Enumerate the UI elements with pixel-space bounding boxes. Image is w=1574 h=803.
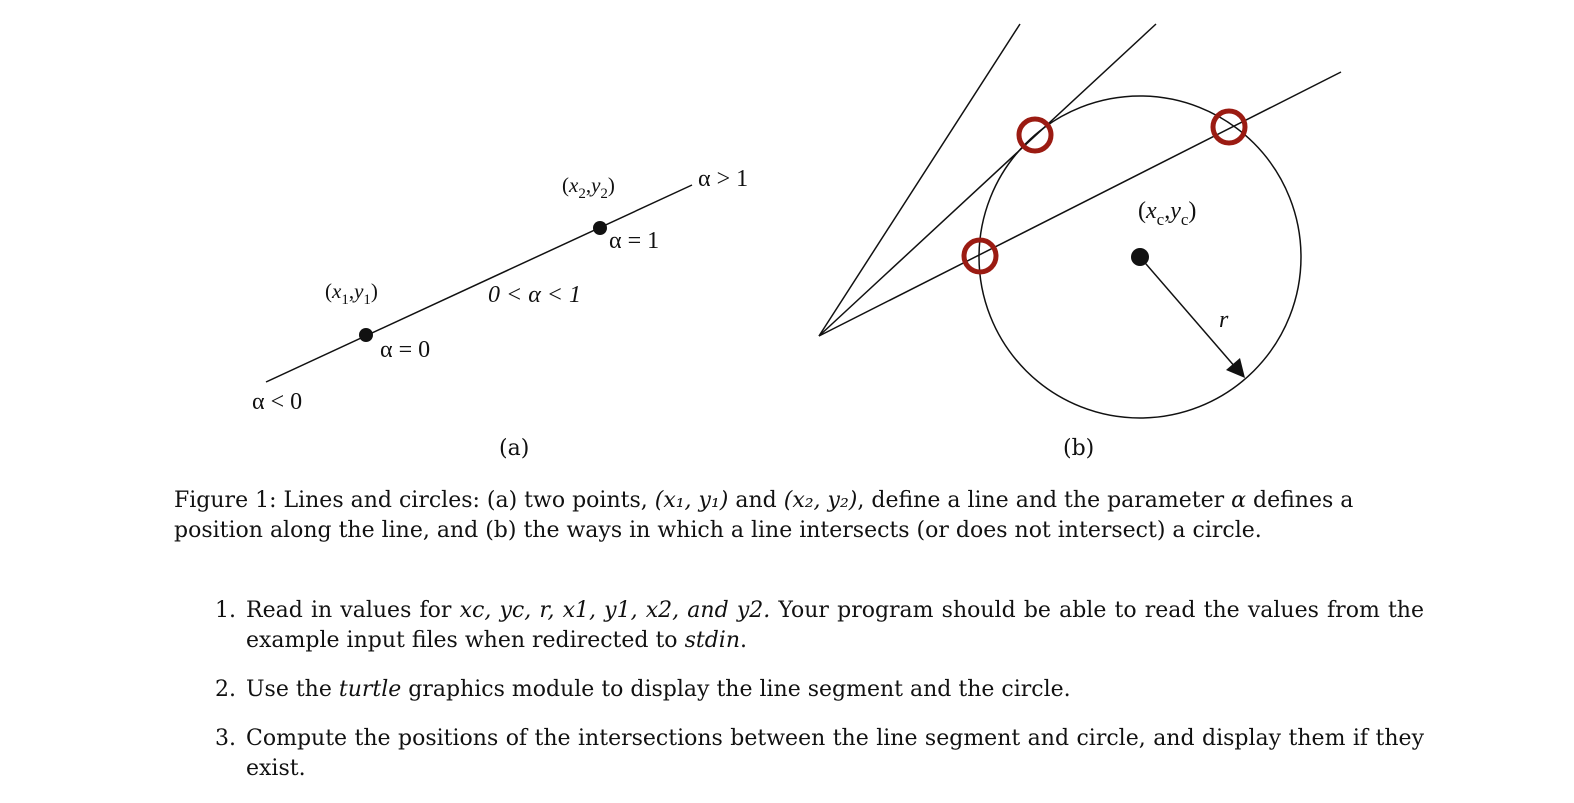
- figure-caption: Figure 1: Lines and circles: (a) two points, (x₁, y₁) and (x₂, y₂), define a line and the parameter α defines a position along the line, and (b) the ways in which a line intersects (or does not intersect) a circle.: [174, 488, 1354, 543]
- secant-line: [819, 72, 1341, 336]
- alpha-eq-0-label: α = 0: [380, 337, 431, 363]
- secant-intersection-marker-1: [1213, 111, 1245, 143]
- panel-b: [819, 24, 1341, 461]
- panel-b-label: (b): [1063, 436, 1095, 461]
- alpha-gt-1-label: α > 1: [698, 166, 749, 192]
- point-2-label: $(x_2,y_2)$: [562, 173, 615, 202]
- alpha-lt-0-label: α < 0: [252, 389, 303, 415]
- non-intersecting-line: [819, 24, 1020, 336]
- point-2: [593, 221, 607, 235]
- list-item: 1. Read in values for xc, yc, r, x1, y1, x2, and y2. Your program should be able to read the values from the example input files when redirected to stdin.: [215, 598, 1424, 653]
- alpha-eq-1-label: α = 1: [609, 228, 660, 254]
- point-1: [359, 328, 373, 342]
- alpha-between-label: 0 < α < 1: [488, 282, 581, 308]
- task-list: [174, 596, 1424, 803]
- radius-label: r: [1219, 307, 1229, 333]
- list-item: 2. Use the turtle graphics module to display the line segment and the circle.: [215, 677, 1071, 702]
- panel-a: [252, 166, 748, 461]
- list-item: 3. Compute the positions of the intersections between the line segment and circle, and display them if they exist.: [215, 726, 1424, 781]
- point-1-label: $(x_1,y_1)$: [325, 279, 378, 308]
- radius-arrowhead: [1226, 358, 1245, 378]
- center-label: $(x_c,y_c)$: [1138, 198, 1197, 229]
- tangent-line: [819, 24, 1156, 336]
- panel-a-label: (a): [499, 436, 530, 461]
